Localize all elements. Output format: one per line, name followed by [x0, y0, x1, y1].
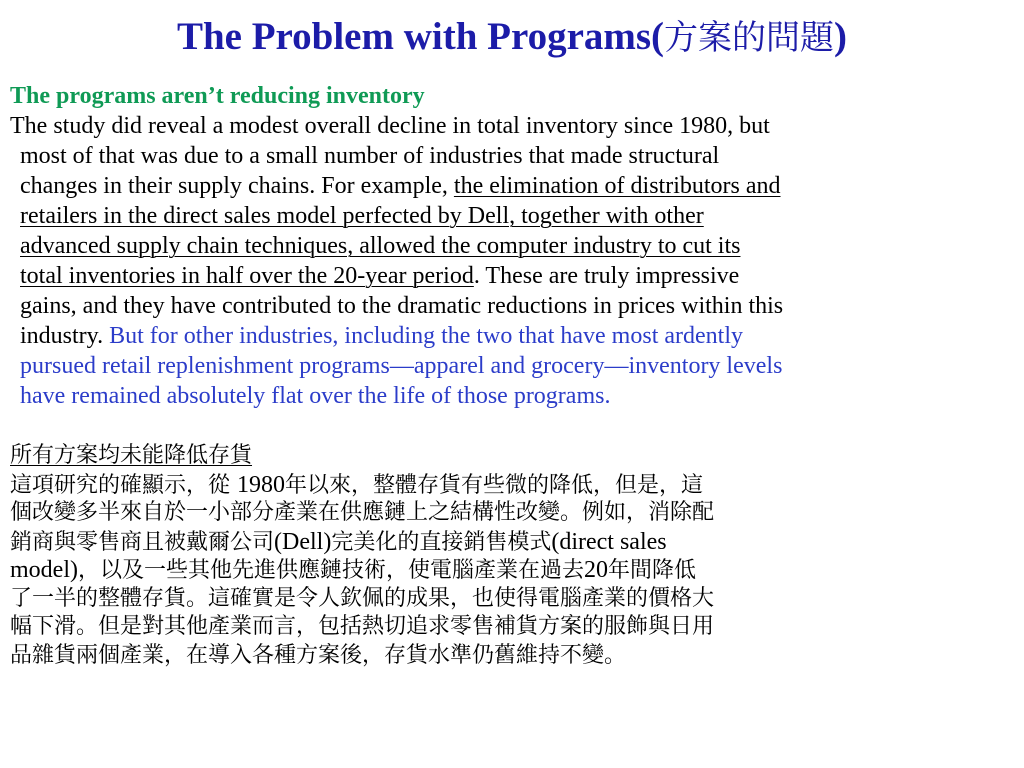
chinese-text: 銷商與零售商且被戴爾公司 — [10, 529, 275, 555]
english-line-2: most of that was due to a small number of industries that made structural — [20, 143, 720, 169]
chinese-paragraph — [10, 442, 1014, 670]
slide-title-close-paren: ) — [834, 15, 848, 58]
underlined-phrase: advanced supply chain techniques, allowed the computer industry to cut its — [20, 233, 741, 259]
chinese-line-1 — [10, 471, 1014, 500]
chinese-line-2: 個改變多半來自於一小部分產業在供應鏈上之結構性改變。例如，消除配 — [10, 500, 715, 525]
english-line-7: gains, and they have contributed to the dramatic reductions in prices within this — [20, 293, 784, 319]
chinese-text: 年間降低 — [608, 558, 697, 583]
slide-title-chinese: 方案的問題 — [664, 18, 835, 58]
chinese-line-4 — [10, 556, 1014, 585]
chinese-line-7: 品雜貨兩個產業，在導入各種方案後，存貨水準仍舊維持不變。 — [10, 642, 627, 668]
slide-title — [0, 14, 1024, 61]
section-heading: The programs aren’t reducing inventory — [10, 83, 425, 109]
chinese-text: 這項研究的確顯示，從 — [10, 472, 237, 498]
english-line-6 — [10, 261, 1014, 291]
slide-title-english: The Problem with Programs( — [176, 15, 665, 58]
english-line-10: have remained absolutely flat over the life of those programs. — [20, 383, 611, 409]
english-line-3-text: changes in their supply chains. For example, — [20, 173, 454, 199]
english-line-3 — [10, 171, 1014, 201]
english-line-4 — [10, 201, 1014, 231]
english-line-9: pursued retail replenishment programs—apparel and grocery—inventory levels — [20, 353, 783, 379]
chinese-text: 完美化的直接銷售模式 — [331, 529, 552, 555]
underlined-phrase: retailers in the direct sales model perfected by Dell, together with other — [20, 203, 704, 229]
chinese-text: ，以及一些其他先進供應鏈技術，使電腦產業在過去 — [77, 558, 584, 583]
english-line-8 — [10, 321, 1014, 351]
chinese-text: 年以來，整體存貨有些微的降低，但是，這 — [285, 472, 704, 498]
chinese-line-6: 幅下滑。但是對其他產業而言，包括熱切追求零售補貨方案的服飾與日用 — [10, 614, 715, 639]
english-line-6-text: . These are truly impressive — [473, 263, 740, 289]
chinese-line-5: 了一半的整體存貨。這確實是令人欽佩的成果，也使得電腦產業的價格大 — [10, 585, 715, 611]
chinese-year: 1980 — [237, 471, 285, 498]
underlined-phrase: the elimination of distributors and — [453, 173, 781, 199]
chinese-line-3 — [10, 528, 1014, 557]
chinese-latin-text: (Dell) — [274, 528, 332, 555]
english-paragraph — [10, 111, 1014, 411]
chinese-latin-text: (direct sales — [551, 528, 667, 555]
english-line-1: The study did reveal a modest overall decline in total inventory since 1980, but — [10, 113, 770, 139]
chinese-heading — [10, 442, 1014, 471]
highlighted-text: But for other industries, including the two that have most ardently — [109, 323, 743, 349]
english-line-8-text: industry. — [20, 323, 110, 349]
chinese-latin-text: model) — [10, 557, 78, 583]
chinese-number: 20 — [584, 557, 608, 583]
underlined-phrase: total inventories in half over the 20-year period — [20, 263, 474, 289]
chinese-heading-text: 所有方案均未能降低存貨 — [10, 443, 253, 468]
english-line-5 — [10, 231, 1014, 261]
